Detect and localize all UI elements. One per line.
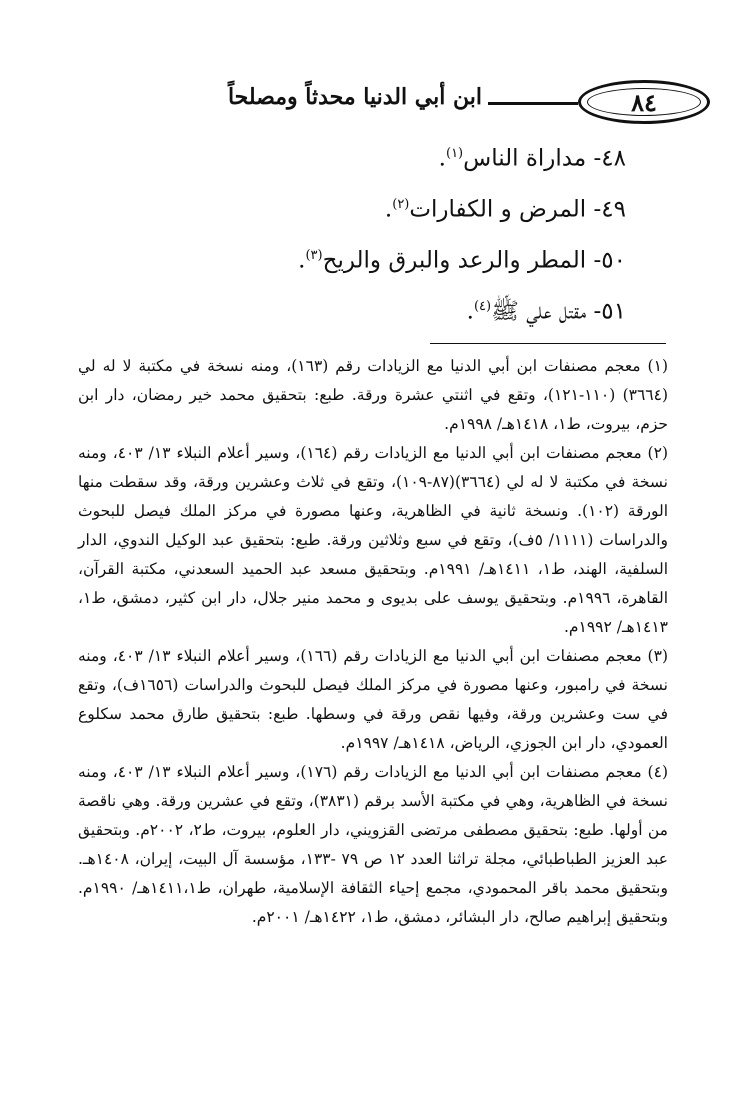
list-item: ٤٩- المرض و الكفارات$^{(٢)}$.	[384, 196, 626, 223]
footnote-ref: (١)	[445, 146, 464, 161]
footnote: (١) معجم مصنفات ابن أبي الدنيا مع الزيادات رقم (١٦٣)، ومنه نسخة في مكتبة لا له لي (٣٦٦٤) (١١٠-١٢١)، وتقع في اثنتي عشرة ورقة. طبع: بتحقيق محمد خير رمضان، دار ابن حزم، بيروت، ط١، ١٤١٨هـ/ ١٩٩٨م.	[78, 357, 668, 433]
running-title: ابن أبي الدنيا محدثاً ومصلحاً	[227, 84, 482, 110]
list-item: ٤٨- مداراة الناس$^{(١)}$.	[438, 145, 626, 172]
header-rule	[488, 102, 578, 105]
page-header	[40, 78, 710, 128]
page-number: ٨٤	[631, 87, 657, 117]
footnote-ref: (٤)	[473, 299, 492, 314]
footnote-ref: (٢)	[392, 197, 410, 212]
footnote: (٣) معجم مصنفات ابن أبي الدنيا مع الزيادات رقم (١٦٦)، وسير أعلام النبلاء ١٣/ ٤٠٣، ومنه نسخة في رامبور، وعنها مصورة في مركز الملك فيصل للبحوث والدراسات (١٦٥٦ف)، وتقع في ست وعشرين ورقة، وفيها نقص ورقة في وسطها. طبع: بتحقيق طارق محمد سكلوع العمودي، دار ابن الجوزي، الرياض، ١٤١٨هـ/ ١٩٩٧م.	[78, 647, 668, 752]
footnote: (٤) معجم مصنفات ابن أبي الدنيا مع الزيادات رقم (١٧٦)، وسير أعلام النبلاء ١٣/ ٤٠٣، ومنه نسخة في الظاهرية، وهي في مكتبة الأسد برقم (٣٨٣١)، وتقع في عشرين ورقة. وهي ناقصة من أولها. طبع: بتحقيق مصطفى مرتضى القزويني، دار العلوم، بيروت، ط٢، ٢٠٠٢م. وبتحقيق عبد العزيز الطباطبائي، مجلة تراثنا العدد ١٢ ص ٧٩ -١٣٣، مؤسسة آل البيت، إيران، ١٤٠٨هـ. وبتحقيق محمد باقر المحمودي، مجمع إحياء الثقافة الإسلامية، طهران، ط١٤١١،١هـ/ ١٩٩٠م. وبتحقيق إبراهيم صالح، دار البشائر، دمشق، ط١، ١٤٢٢هـ/ ٢٠٠١م.	[78, 763, 668, 926]
footnotes	[78, 352, 668, 932]
page-number-oval	[578, 80, 710, 124]
list-item: ٥١- مقتل علي ﷺ$^{(٤)}$.	[466, 298, 626, 325]
footnote-divider	[430, 343, 666, 344]
entry-list	[126, 130, 626, 334]
footnote: (٢) معجم مصنفات ابن أبي الدنيا مع الزيادات رقم (١٦٤)، وسير أعلام النبلاء ١٣/ ٤٠٣، ومنه نسخة في مكتبة لا له لي (٣٦٦٤)(٨٧-١٠٩)، وتقع في ثلاث وعشرين ورقة، وقد سقطت منها الورقة (١٠٢). ونسخة ثانية في الظاهرية، وعنها مصورة في مركز الملك فيصل للبحوث والدراسات (١١١١/ ٥ف)، وتقع في سبع وثلاثين ورقة. طبع: بتحقيق عبد الوكيل الندوي، الدار السلفية، الهند، ط١، ١٤١١هـ/ ١٩٩١م. وبتحقيق مسعد عبد الحميد السعدني، مكتبة القرآن، القاهرة، ١٩٩٦م. وبتحقيق يوسف على بديوى و محمد منير جلال، دار ابن كثير، دمشق، ط١، ١٤١٣هـ/ ١٩٩٢م.	[78, 444, 669, 636]
list-item: ٥٠- المطر والرعد والبرق والريح$^{(٣)}$.	[298, 247, 626, 274]
footnote-ref: (٣)	[305, 248, 323, 263]
